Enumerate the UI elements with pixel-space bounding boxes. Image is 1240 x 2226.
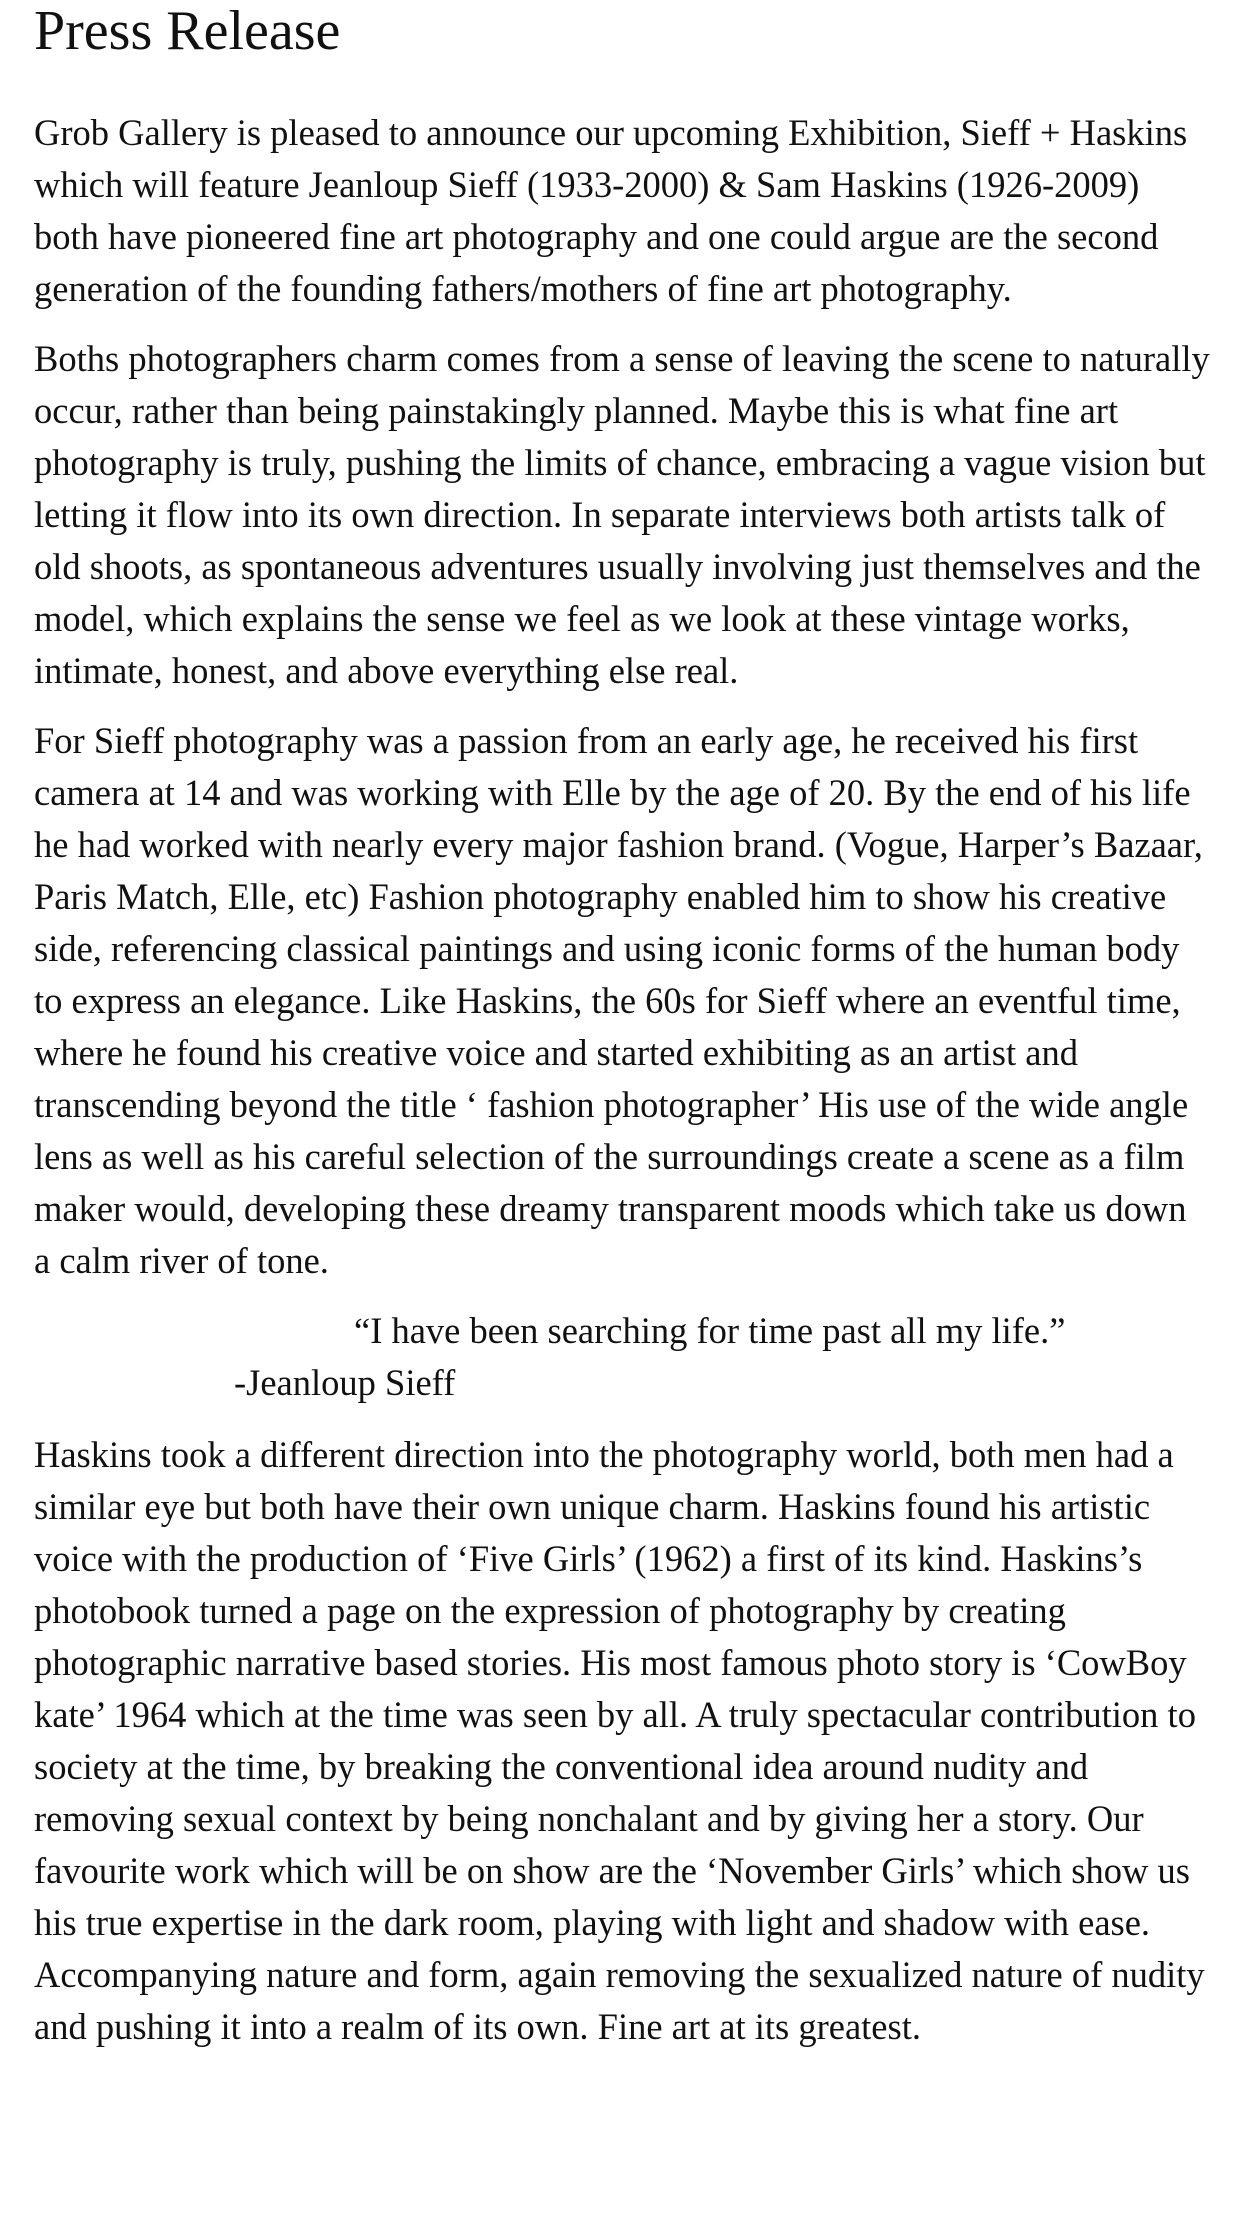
paragraph-haskins: Haskins took a different direction into the photography world, both men had a similar eye but both have their own unique charm. Haskins found his artistic voice with the production of ‘Five Girls’ (1962) a first of its kind. Haskins’s photobook turned a page on the expression of photography by creating photographic narrative based stories. His most famous photo story is ‘CowBoy kate’ 1964 which at the time was seen by all. A truly spectacular contribution to society at the time, by breaking the conventional idea around nudity and removing sexual context by being nonchalant and by giving her a story. Our favourite work which will be on show are the ‘November Girls’ which show us his true expertise in the dark room, playing with light and shadow with ease. Accompanying nature and form, again removing the sexualized nature of nudity and pushing it into a realm of its own. Fine art at its greatest. [34,1434,1205,2047]
quote-attribution: -Jeanloup Sieff [234,1362,456,1403]
quote-text: “I have been searching for time past all my life.” [354,1310,1066,1351]
quote-block [34,1305,1210,1409]
paragraph-sieff: For Sieff photography was a passion from an early age, he received his first camera at 14 and was working with Elle by the age of 20. By the end of his life he had worked with nearly every major fashion brand. (Vogue, Harper’s Bazaar, Paris Match, Elle, etc) Fashion photography enabled him to show his creative side, referencing classical paintings and using iconic forms of the human body to express an elegance. Like Haskins, the 60s for Sieff where an eventful time, where he found his creative voice and started exhibiting as an artist and transcending beyond the title ‘ fashion photographer’ His use of the wide angle lens as well as his careful selection of the surroundings create a scene as a film maker would, developing these dreamy transparent moods which take us down a calm river of tone. [34,720,1203,1281]
page-title: Press Release [34,0,341,62]
paragraph-photographers-charm: Boths photographers charm comes from a sense of leaving the scene to naturally occur, rather than being painstakingly planned. Maybe this is what fine art photography is truly, pushing the limits of chance, embracing a vague vision but letting it flow into its own direction. In separate interviews both artists talk of old shoots, as spontaneous adventures usually involving just themselves and the model, which explains the sense we feel as we look at these vintage works, intimate, honest, and above everything else real. [34,338,1210,691]
paragraph-intro: Grob Gallery is pleased to announce our upcoming Exhibition, Sieff + Haskins which will feature Jeanloup Sieff (1933-2000) & Sam Haskins (1926-2009) both have pioneered fine art photography and one could argue are the second generation of the founding fathers/mothers of fine art photography. [34,112,1188,309]
